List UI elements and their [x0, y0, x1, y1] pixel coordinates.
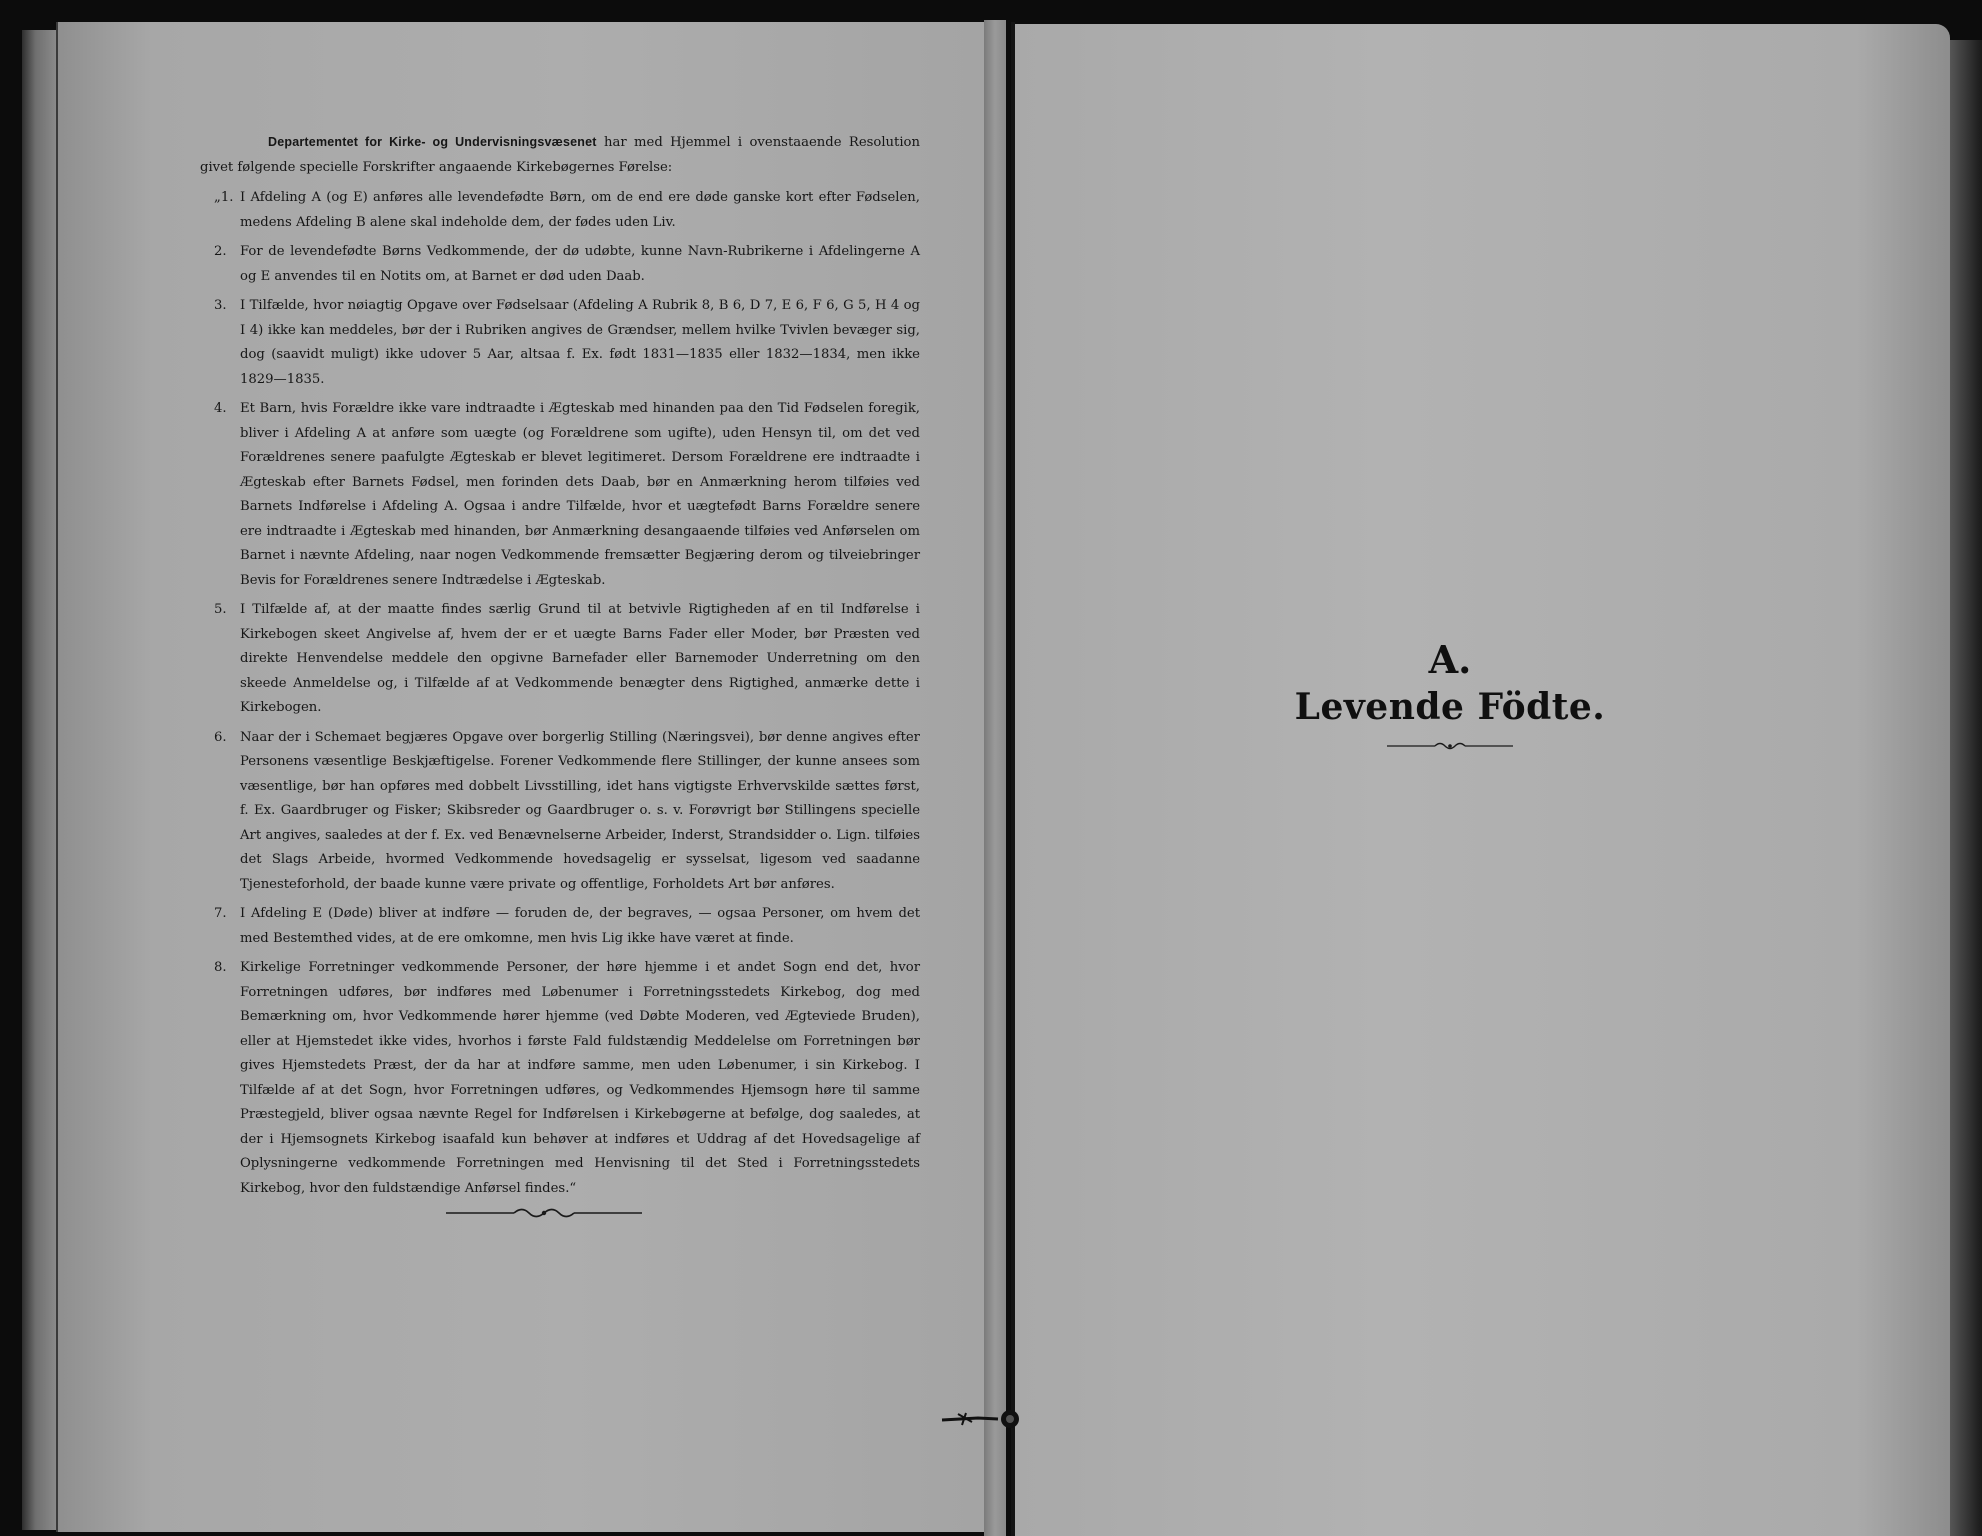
- item-text: Kirkelige Forretninger vedkommende Personer, der høre hjemme i et andet Sogn end det, hvor Forretningen udføres, bør indføres med Løbenumer i Forretningsstedets Kirkebog, dog med Bemærkning om, hvor Vedkommende hører hjemme (ved Døbte Moderen, ved Ægteviede Bruden), eller at Hjemstedet ikke vides, hvorhos i første Fald fuldstændig Meddelelse om Forretningen bør gives Hjemstedets Præst, der da har at indføre samme, men uden Løbenumer, i sin Kirkebog. I Tilfælde af at det Sogn, hvor Forretningen udføres, og Vedkommendes Hjemsogn høre til samme Præstegjeld, bliver ogsaa nævnte Regel for Indførelsen i Kirkebøgerne at befølge, dog saaledes, at der i Hjemsognets Kirkebog isaafald kun behøver at indføres et Uddrag af det Hovedsagelige af Oplysningerne vedkommende Forretningen med Henvisning til det Sted i Forretningsstedets Kirkebog, hvor den fuldstændige Anførsel findes.“: [240, 960, 920, 1196]
- item-text: Naar der i Schemaet begjæres Opgave over borgerlig Stilling (Næringsvei), bør denne angives efter Personens væsentlige Beskjæftigelse. Forener Vedkommende flere Stillinger, der kunne ansees som væsentlige, bør han opføres med dobbelt Livsstilling, idet hans vigtigste Erhvervskilde sættes først, f. Ex. Gaardbruger og Fisker; Skibsreder og Gaardbruger o. s. v. Forøvrigt bør Stillingens specielle Art angives, saaledes at der f. Ex. ved Benævnelserne Arbeider, Inderst, Strandsidder o. Lign. tilføies det Slags Arbeide, hvormed Vedkommende hovedsagelig er sysselsat, ligesom ved saadanne Tjenesteforhold, der baade kunne være private og offentlige, Forholdets Art bør anføres.: [240, 729, 920, 892]
- left-book-edge: [22, 30, 56, 1530]
- item-number: 7.: [214, 906, 227, 921]
- item-number: 8.: [214, 960, 227, 975]
- intro-text: har med Hjemmel i ovenstaaende Resolution givet følgende specielle Forskrifter angaaende Kirkebøgernes Førelse:: [200, 135, 920, 175]
- item-text: I Tilfælde, hvor nøiagtig Opgave over Fødselsaar (Afdeling A Rubrik 8, B 6, D 7, E 6, F 6, G 5, H 4 og I 4) ikke kan meddeles, bør der i Rubriken angives de Grændser, mellem hvilke Tvivlen bevæger sig, dog (saavidt muligt) ikke udover 5 Aar, altsaa f. Ex. født 1831—1835 eller 1832—1834, men ikke 1829—1835.: [240, 298, 920, 387]
- item-text: For de levendefødte Børns Vedkommende, der dø udøbte, kunne Navn-Rubrikerne i Afdelingerne A og E anvendes til en Notits om, at Barnet er død uden Daab.: [240, 244, 920, 284]
- section-letter: A.: [1428, 637, 1472, 682]
- regulation-item-6: [200, 726, 920, 898]
- regulation-item-5: [200, 598, 920, 721]
- regulations-text: [200, 130, 920, 1206]
- ornament-divider-right: [1385, 740, 1515, 752]
- intro-heading: Departementet for Kirke- og Undervisningsvæsenet: [268, 135, 597, 149]
- item-number: 4.: [214, 401, 227, 416]
- item-text: Et Barn, hvis Forældre ikke vare indtraadte i Ægteskab med hinanden paa den Tid Fødselen foregik, bliver i Afdeling A at anføre som uægte (og Forældrene som ugifte), uden Hensyn til, om det ved Forældrenes senere paafulgte Ægteskab er blevet legitimeret. Dersom Forældrene ere indtraadte i Ægteskab efter Barnets Fødsel, men forinden dets Daab, bør en Anmærkning herom tilføies ved Barnets Indførelse i Afdeling A. Ogsaa i andre Tilfælde, hvor et uægtefødt Barns Forældre senere ere indtraadte i Ægteskab med hinanden, bør Anmærkning desangaaende tilføies ved Anførselen om Barnet i nævnte Afdeling, naar nogen Vedkommende fremsætter Begjæring derom og tilveiebringer Bevis for Forældrenes senere Indtrædelse i Ægteskab.: [240, 401, 920, 588]
- regulation-item-3: [200, 294, 920, 392]
- section-title-block: [1260, 636, 1640, 752]
- regulation-item-7: [200, 902, 920, 951]
- right-book-edge: [1950, 40, 1982, 1536]
- right-page: [1015, 24, 1950, 1536]
- regulation-item-4: [200, 397, 920, 593]
- section-title: Levende Födte.: [1294, 686, 1606, 728]
- item-number: 2.: [214, 244, 227, 259]
- item-number: „1.: [214, 190, 234, 205]
- intro-paragraph: [200, 130, 920, 180]
- book-gutter: [984, 20, 1006, 1536]
- item-text: I Afdeling A (og E) anføres alle levendefødte Børn, om de end ere døde ganske kort efter Fødselen, medens Afdeling B alene skal indeholde dem, der fødes uden Liv.: [240, 190, 920, 230]
- regulation-item-8: [200, 956, 920, 1201]
- binding-clasp-icon: [938, 1404, 1028, 1434]
- regulation-item-1: [200, 186, 920, 235]
- item-text: I Afdeling E (Døde) bliver at indføre — foruden de, der begraves, — ogsaa Personer, om hvem det med Bestemthed vides, at de ere omkomne, men hvis Lig ikke have været at finde.: [240, 906, 920, 946]
- item-text: I Tilfælde af, at der maatte findes særlig Grund til at betvivle Rigtigheden af en til Indførelse i Kirkebogen skeet Angivelse af, hvem der er et uægte Barns Fader eller Moder, bør Præsten ved direkte Henvendelse meddele den opgivne Barnefader eller Barnemoder Underretning om den skeede Anmeldelse og, i Tilfælde af at Vedkommende benægter dens Rigtighed, anmærke dette i Kirkebogen.: [240, 602, 920, 715]
- item-number: 5.: [214, 602, 227, 617]
- regulation-item-2: [200, 240, 920, 289]
- item-number: 6.: [214, 729, 227, 745]
- ornament-divider-left: [444, 1204, 644, 1222]
- item-number: 3.: [214, 298, 227, 313]
